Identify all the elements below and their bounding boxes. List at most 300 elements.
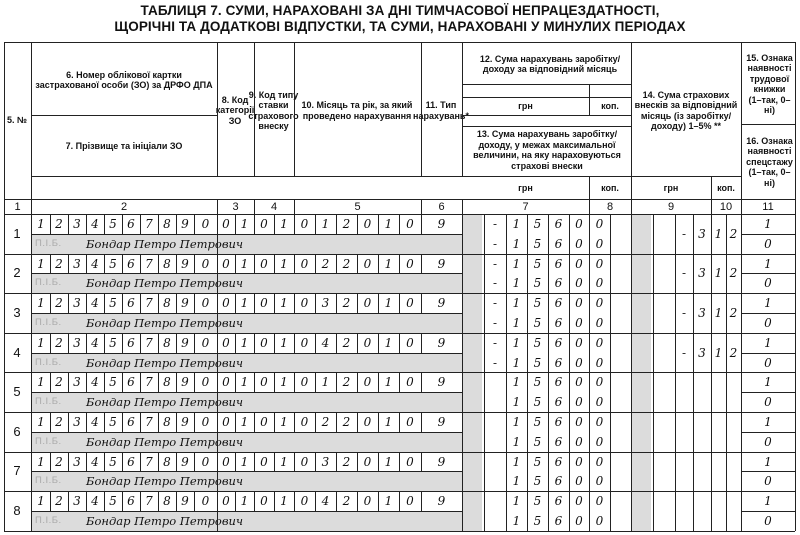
digit-cell[interactable]: 8 (163, 375, 171, 390)
digit-cell[interactable]: - (681, 226, 687, 241)
digit-cell[interactable]: 6 (554, 414, 563, 429)
digit-cell[interactable]: 0 (575, 256, 583, 271)
digit-cell[interactable]: 6 (127, 494, 135, 509)
digit-cell[interactable]: 1 (280, 494, 288, 509)
insured-person-name[interactable]: Бондар Петро Петрович (86, 316, 244, 330)
digit-cell[interactable]: 0 (222, 454, 230, 469)
digit-cell[interactable]: 7 (145, 454, 153, 469)
digit-cell[interactable]: 0 (260, 296, 268, 311)
digit-cell[interactable]: 9 (181, 454, 189, 469)
digit-cell[interactable]: - (681, 306, 687, 320)
digit-cell[interactable]: 0 (363, 375, 372, 390)
digit-cell[interactable]: 1 (512, 216, 521, 231)
digit-cell[interactable]: 0 (300, 335, 309, 350)
digit-cell[interactable]: 2 (342, 375, 351, 390)
digit-cell[interactable]: 5 (533, 375, 542, 390)
digit-cell[interactable]: 0 (595, 375, 604, 390)
digit-cell[interactable]: 1 (37, 256, 45, 271)
digit-cell[interactable]: 9 (181, 494, 189, 509)
digit-cell[interactable]: 0 (575, 513, 583, 528)
digit-cell[interactable]: 0 (595, 216, 604, 231)
digit-cell[interactable]: 2 (55, 335, 63, 350)
digit-cell[interactable]: 5 (533, 513, 542, 528)
digit-cell[interactable]: 1 (384, 256, 393, 271)
digit-cell[interactable]: 0 (575, 414, 583, 429)
digit-cell[interactable]: 0 (260, 335, 268, 350)
digit-cell[interactable]: 4 (321, 494, 330, 509)
digit-cell[interactable]: 1 (321, 375, 330, 390)
digit-cell[interactable]: 0 (300, 414, 309, 429)
digit-cell[interactable]: 0 (764, 474, 772, 489)
digit-cell[interactable]: 0 (764, 276, 772, 291)
digit-cell[interactable]: 6 (554, 236, 563, 251)
digit-cell[interactable]: 5 (533, 355, 542, 370)
digit-cell[interactable]: 2 (342, 414, 351, 429)
digit-cell[interactable]: 1 (512, 335, 521, 350)
digit-cell[interactable]: 1 (280, 375, 288, 390)
digit-cell[interactable]: 6 (554, 513, 563, 528)
digit-cell[interactable]: 0 (363, 335, 372, 350)
digit-cell[interactable]: 1 (37, 414, 45, 429)
digit-cell[interactable]: 0 (363, 454, 372, 469)
digit-cell[interactable]: - (492, 236, 498, 251)
digit-cell[interactable]: 0 (406, 216, 414, 231)
digit-cell[interactable]: 2 (342, 494, 351, 509)
digit-cell[interactable]: 0 (201, 375, 210, 390)
digit-cell[interactable]: 1 (240, 414, 249, 429)
digit-cell[interactable]: 3 (321, 454, 330, 469)
digit-cell[interactable]: 6 (554, 256, 563, 271)
digit-cell[interactable]: 0 (222, 494, 230, 509)
digit-cell[interactable]: 0 (300, 375, 309, 390)
digit-cell[interactable]: 6 (554, 335, 563, 350)
digit-cell[interactable]: 2 (321, 414, 330, 429)
digit-cell[interactable]: 6 (127, 216, 135, 231)
grid-line (122, 254, 123, 274)
digit-cell[interactable]: 0 (575, 395, 583, 410)
digit-cell[interactable]: 0 (300, 216, 309, 231)
digit-cell[interactable]: 6 (127, 256, 135, 271)
digit-cell[interactable]: 2 (729, 266, 738, 281)
digit-cell[interactable]: 0 (595, 494, 604, 509)
digit-cell[interactable]: - (492, 355, 498, 370)
digit-cell[interactable]: 0 (260, 494, 268, 509)
digit-cell[interactable]: 5 (533, 414, 542, 429)
digit-cell[interactable]: 6 (127, 335, 135, 350)
digit-cell[interactable]: 0 (406, 494, 414, 509)
digit-cell[interactable]: 1 (512, 276, 521, 291)
digit-cell[interactable]: 0 (764, 434, 772, 449)
digit-cell[interactable]: 0 (575, 236, 583, 251)
digit-cell[interactable]: 9 (181, 256, 189, 271)
digit-cell[interactable]: 3 (73, 335, 81, 350)
digit-cell[interactable]: 1 (384, 216, 393, 231)
digit-cell[interactable]: 4 (321, 335, 330, 350)
insured-person-name[interactable]: Бондар Петро Петрович (86, 434, 244, 449)
digit-cell[interactable]: 1 (512, 315, 521, 330)
digit-cell[interactable]: 0 (595, 414, 604, 429)
insured-person-name[interactable]: Бондар Петро Петрович (86, 395, 244, 410)
digit-cell[interactable]: 6 (127, 375, 135, 390)
digit-cell[interactable]: 0 (764, 513, 772, 528)
digit-cell[interactable]: 7 (145, 335, 153, 350)
digit-cell[interactable]: 5 (109, 494, 117, 509)
grid-line (68, 412, 69, 432)
digit-cell[interactable]: 0 (222, 296, 230, 311)
digit-cell[interactable]: 0 (406, 414, 414, 429)
digit-cell[interactable]: 0 (764, 355, 772, 370)
digit-cell[interactable]: 1 (764, 454, 772, 469)
digit-cell[interactable]: 9 (181, 216, 189, 231)
digit-cell[interactable]: 9 (437, 375, 446, 390)
digit-cell[interactable]: 0 (406, 375, 414, 390)
digit-cell[interactable]: 1 (280, 216, 288, 231)
digit-cell[interactable]: 9 (181, 375, 189, 390)
digit-cell[interactable]: 0 (575, 434, 583, 449)
digit-cell[interactable]: 1 (512, 513, 521, 528)
digit-cell[interactable]: 0 (363, 494, 372, 509)
digit-cell[interactable]: 0 (300, 296, 309, 311)
digit-cell[interactable]: 1 (384, 296, 393, 311)
digit-cell[interactable]: 7 (145, 375, 153, 390)
digit-cell[interactable]: 8 (163, 296, 171, 311)
digit-cell[interactable]: 6 (554, 454, 563, 469)
digit-cell[interactable]: 1 (764, 296, 772, 311)
digit-cell[interactable]: 0 (595, 236, 604, 251)
digit-cell[interactable]: 1 (512, 355, 521, 370)
digit-cell[interactable]: 2 (55, 296, 63, 311)
digit-cell[interactable]: 3 (698, 266, 706, 281)
digit-cell[interactable]: 1 (37, 335, 45, 350)
digit-cell[interactable]: 2 (342, 216, 351, 231)
digit-cell[interactable]: 5 (109, 375, 117, 390)
digit-cell[interactable]: 0 (201, 414, 210, 429)
digit-cell[interactable]: 0 (595, 355, 604, 370)
digit-cell[interactable]: 0 (575, 335, 583, 350)
digit-cell[interactable]: 6 (127, 454, 135, 469)
digit-cell[interactable]: 6 (554, 216, 563, 231)
digit-cell[interactable]: 0 (201, 335, 210, 350)
digit-cell[interactable]: 2 (342, 454, 351, 469)
digit-cell[interactable]: 5 (109, 256, 117, 271)
digit-cell[interactable]: - (492, 315, 498, 330)
digit-cell[interactable]: 1 (280, 296, 288, 311)
digit-cell[interactable]: 8 (163, 216, 171, 231)
digit-cell[interactable]: 2 (729, 306, 738, 320)
digit-cell[interactable]: 8 (163, 454, 171, 469)
digit-cell[interactable]: 3 (698, 306, 706, 320)
digit-cell[interactable]: 0 (595, 513, 604, 528)
digit-cell[interactable]: 0 (575, 276, 583, 291)
digit-cell[interactable]: - (492, 296, 498, 311)
digit-cell[interactable]: 0 (406, 454, 414, 469)
digit-cell[interactable]: 0 (595, 296, 604, 311)
digit-cell[interactable]: 0 (575, 375, 583, 390)
digit-cell[interactable]: 1 (280, 335, 288, 350)
digit-cell[interactable]: 2 (55, 216, 63, 231)
digit-cell[interactable]: 8 (163, 414, 171, 429)
digit-cell[interactable]: 7 (145, 414, 153, 429)
digit-cell[interactable]: 0 (406, 256, 414, 271)
digit-cell[interactable]: 0 (575, 454, 583, 469)
digit-cell[interactable]: - (492, 335, 498, 350)
digit-cell[interactable]: 9 (437, 494, 446, 509)
digit-cell[interactable]: 0 (222, 335, 230, 350)
digit-cell[interactable]: - (681, 266, 687, 281)
digit-cell[interactable]: 1 (37, 375, 45, 390)
digit-cell[interactable]: 5 (109, 414, 117, 429)
digit-cell[interactable]: 9 (437, 256, 446, 271)
digit-cell[interactable]: 9 (181, 335, 189, 350)
digit-cell[interactable]: 0 (764, 315, 772, 330)
digit-cell[interactable]: 7 (145, 216, 153, 231)
digit-cell[interactable]: 0 (363, 216, 372, 231)
digit-cell[interactable]: 6 (554, 375, 563, 390)
digit-cell[interactable]: 0 (201, 216, 210, 231)
digit-cell[interactable]: 5 (533, 474, 542, 489)
digit-cell[interactable]: 0 (595, 395, 604, 410)
digit-cell[interactable]: 2 (55, 454, 63, 469)
digit-cell[interactable]: 5 (109, 454, 117, 469)
digit-cell[interactable]: 1 (764, 414, 772, 429)
digit-cell[interactable]: 1 (280, 256, 288, 271)
digit-cell[interactable]: 1 (512, 474, 521, 489)
insured-person-name[interactable]: Бондар Петро Петрович (86, 276, 244, 291)
digit-cell[interactable]: 0 (575, 355, 583, 370)
digit-cell[interactable]: 1 (280, 414, 288, 429)
digit-cell[interactable]: 3 (73, 494, 81, 509)
digit-cell[interactable]: 6 (554, 434, 563, 449)
digit-cell[interactable]: 9 (181, 414, 189, 429)
digit-cell[interactable]: 6 (554, 355, 563, 370)
digit-cell[interactable]: 1 (512, 494, 521, 509)
digit-cell[interactable]: 1 (764, 335, 772, 350)
digit-cell[interactable]: 3 (698, 226, 706, 241)
digit-cell[interactable]: 0 (595, 434, 604, 449)
digit-cell[interactable]: 5 (533, 256, 542, 271)
digit-cell[interactable]: 7 (145, 296, 153, 311)
digit-cell[interactable]: 1 (384, 375, 393, 390)
digit-cell[interactable]: 9 (437, 454, 446, 469)
digit-cell[interactable]: 6 (127, 296, 135, 311)
digit-cell[interactable]: 9 (437, 216, 446, 231)
digit-cell[interactable]: 6 (554, 494, 563, 509)
digit-cell[interactable]: 1 (512, 296, 521, 311)
insured-person-name[interactable]: Бондар Петро Петрович (86, 355, 244, 370)
digit-cell[interactable]: 4 (91, 256, 99, 271)
digit-cell[interactable]: 1 (512, 454, 521, 469)
digit-cell[interactable]: 0 (260, 454, 268, 469)
digit-cell[interactable]: 1 (512, 414, 521, 429)
digit-cell[interactable]: 4 (91, 494, 99, 509)
grid-line (194, 372, 195, 392)
digit-cell[interactable]: 2 (729, 345, 738, 360)
digit-cell[interactable]: 5 (109, 335, 117, 350)
digit-cell[interactable]: 5 (533, 434, 542, 449)
digit-cell[interactable]: 1 (714, 345, 723, 360)
digit-cell[interactable]: 5 (533, 296, 542, 311)
digit-cell[interactable]: 1 (280, 454, 288, 469)
digit-cell[interactable]: 1 (714, 226, 723, 241)
digit-cell[interactable]: 3 (73, 414, 81, 429)
digit-cell[interactable]: 1 (240, 296, 249, 311)
digit-cell[interactable]: 1 (37, 454, 45, 469)
digit-cell[interactable]: 0 (595, 335, 604, 350)
digit-cell[interactable]: 5 (533, 395, 542, 410)
digit-cell[interactable]: 0 (363, 256, 372, 271)
digit-cell[interactable]: 5 (533, 236, 542, 251)
insured-person-name[interactable]: Бондар Петро Петрович (86, 514, 244, 528)
digit-cell[interactable]: 1 (240, 256, 249, 271)
digit-cell[interactable]: 0 (595, 315, 604, 330)
digit-cell[interactable]: 1 (512, 395, 521, 410)
digit-cell[interactable]: 0 (300, 494, 309, 509)
digit-cell[interactable]: 0 (406, 296, 414, 311)
digit-cell[interactable]: 3 (73, 296, 81, 311)
digit-cell[interactable]: 0 (201, 454, 210, 469)
digit-cell[interactable]: 1 (240, 216, 249, 231)
insured-person-name[interactable]: Бондар Петро Петрович (86, 236, 244, 251)
digit-cell[interactable]: 0 (222, 256, 230, 271)
digit-cell[interactable]: 2 (342, 335, 351, 350)
digit-cell[interactable]: 1 (240, 375, 249, 390)
digit-cell[interactable]: 0 (595, 474, 604, 489)
digit-cell[interactable]: 9 (437, 296, 446, 311)
digit-cell[interactable]: 6 (127, 414, 135, 429)
digit-cell[interactable]: 1 (714, 266, 723, 281)
digit-cell[interactable]: 9 (437, 414, 446, 429)
digit-cell[interactable]: 2 (321, 256, 330, 271)
digit-cell[interactable]: 0 (363, 296, 372, 311)
digit-cell[interactable]: 1 (321, 216, 330, 231)
digit-cell[interactable]: 0 (260, 256, 268, 271)
digit-cell[interactable]: 0 (363, 414, 372, 429)
digit-cell[interactable]: 6 (554, 474, 563, 489)
digit-cell[interactable]: 2 (342, 256, 351, 271)
digit-cell[interactable]: 1 (384, 414, 393, 429)
digit-cell[interactable]: 4 (91, 216, 99, 231)
digit-cell[interactable]: 1 (764, 494, 772, 509)
digit-cell[interactable]: 1 (384, 335, 393, 350)
digit-cell[interactable]: 5 (533, 276, 542, 291)
digit-cell[interactable]: 9 (437, 335, 446, 350)
digit-cell[interactable]: 6 (554, 276, 563, 291)
digit-cell[interactable]: 1 (512, 236, 521, 251)
digit-cell[interactable]: 0 (300, 256, 309, 271)
digit-cell[interactable]: 4 (91, 414, 99, 429)
digit-cell[interactable]: 3 (73, 216, 81, 231)
digit-cell[interactable]: 0 (300, 454, 309, 469)
digit-cell[interactable]: 0 (575, 296, 583, 311)
digit-cell[interactable]: 1 (240, 494, 249, 509)
digit-cell[interactable]: 6 (554, 296, 563, 311)
digit-cell[interactable]: 3 (73, 375, 81, 390)
digit-cell[interactable]: 5 (533, 216, 542, 231)
digit-cell[interactable]: 2 (342, 296, 351, 311)
digit-cell[interactable]: 1 (764, 375, 772, 390)
digit-cell[interactable]: 1 (37, 296, 45, 311)
digit-cell[interactable]: 0 (222, 414, 230, 429)
digit-cell[interactable]: - (492, 216, 498, 231)
digit-cell[interactable]: 1 (512, 434, 521, 449)
digit-cell[interactable]: 0 (201, 256, 210, 271)
digit-cell[interactable]: 5 (533, 335, 542, 350)
digit-cell[interactable]: 9 (181, 296, 189, 311)
digit-cell[interactable]: 5 (109, 216, 117, 231)
digit-cell[interactable]: 0 (201, 296, 210, 311)
digit-cell[interactable]: 0 (260, 216, 268, 231)
digit-cell[interactable]: 5 (533, 454, 542, 469)
digit-cell[interactable]: 0 (575, 474, 583, 489)
digit-cell[interactable]: 7 (145, 256, 153, 271)
digit-cell[interactable]: - (492, 256, 498, 271)
digit-cell[interactable]: 1 (240, 454, 249, 469)
digit-cell[interactable]: 6 (554, 395, 563, 410)
digit-cell[interactable]: 2 (729, 226, 738, 241)
digit-cell[interactable]: 5 (109, 296, 117, 311)
digit-cell[interactable]: 8 (163, 335, 171, 350)
digit-cell[interactable]: 0 (201, 494, 210, 509)
digit-cell[interactable]: 0 (260, 375, 268, 390)
grid-line (711, 254, 712, 294)
digit-cell[interactable]: 0 (222, 216, 230, 231)
digit-cell[interactable]: 1 (384, 454, 393, 469)
digit-cell[interactable]: 2 (55, 494, 63, 509)
digit-cell[interactable]: 1 (512, 256, 521, 271)
digit-cell[interactable]: 2 (55, 414, 63, 429)
digit-cell[interactable]: 0 (764, 236, 772, 251)
digit-cell[interactable]: 3 (73, 454, 81, 469)
digit-cell[interactable]: 0 (764, 395, 772, 410)
digit-cell[interactable]: 1 (37, 494, 45, 509)
digit-cell[interactable]: 0 (595, 454, 604, 469)
digit-cell[interactable]: 0 (575, 315, 583, 330)
digit-cell[interactable]: 0 (260, 414, 268, 429)
digit-cell[interactable]: 0 (575, 494, 583, 509)
digit-cell[interactable]: 3 (698, 345, 706, 360)
digit-cell[interactable]: - (681, 345, 687, 360)
digit-cell[interactable]: 5 (533, 315, 542, 330)
digit-cell[interactable]: 3 (321, 296, 330, 311)
digit-cell[interactable]: 1 (512, 375, 521, 390)
digit-cell[interactable]: 6 (554, 315, 563, 330)
digit-cell[interactable]: 0 (595, 276, 604, 291)
digit-cell[interactable]: 0 (222, 375, 230, 390)
digit-cell[interactable]: 4 (91, 454, 99, 469)
digit-cell[interactable]: 4 (91, 335, 99, 350)
digit-cell[interactable]: 1 (384, 494, 393, 509)
insured-person-name[interactable]: Бондар Петро Петрович (86, 474, 244, 489)
digit-cell[interactable]: 2 (55, 375, 63, 390)
digit-cell[interactable]: 0 (406, 335, 414, 350)
digit-cell[interactable]: 1 (764, 216, 772, 231)
digit-cell[interactable]: 4 (91, 296, 99, 311)
digit-cell[interactable]: - (492, 276, 498, 291)
digit-cell[interactable]: 8 (163, 256, 171, 271)
digit-cell[interactable]: 7 (145, 494, 153, 509)
digit-cell[interactable]: 1 (764, 256, 772, 271)
digit-cell[interactable]: 4 (91, 375, 99, 390)
digit-cell[interactable]: 0 (595, 256, 604, 271)
digit-cell[interactable]: 3 (73, 256, 81, 271)
digit-cell[interactable]: 1 (240, 335, 249, 350)
digit-cell[interactable]: 8 (163, 494, 171, 509)
digit-cell[interactable]: 1 (37, 216, 45, 231)
digit-cell[interactable]: 2 (55, 256, 63, 271)
digit-cell[interactable]: 5 (533, 494, 542, 509)
digit-cell[interactable]: 1 (714, 306, 723, 320)
digit-cell[interactable]: 0 (575, 216, 583, 231)
